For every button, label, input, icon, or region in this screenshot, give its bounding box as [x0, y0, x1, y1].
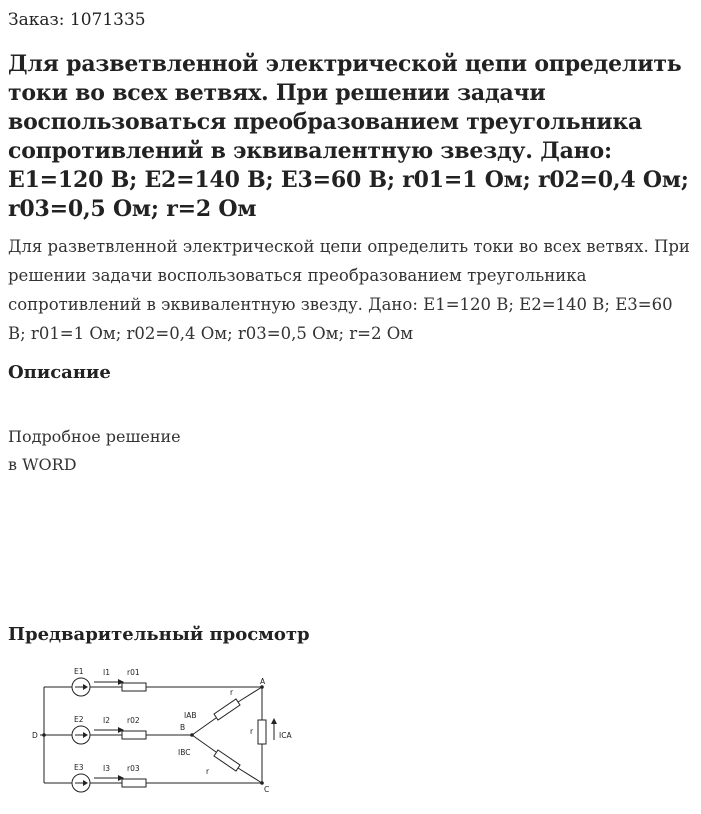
label-i2: I2 [103, 716, 110, 725]
label-r02: r02 [127, 716, 140, 725]
label-r03: r03 [127, 764, 140, 773]
preview-heading: Предварительный просмотр [8, 624, 310, 645]
label-r-ca: r [250, 727, 254, 736]
label-ica: ICA [279, 731, 292, 740]
label-r01: r01 [127, 668, 140, 677]
label-e1: E1 [74, 667, 84, 676]
page-title: Для разветвленной электрической цепи определить токи во всех ветвях. При решении задачи воспользоваться преобразованием треугольника сопротивлений в эквивалентную звезду. Дано: E1=120 В; E2=140 В; E3=60 В; r01=1 Ом; r02=0,4 Ом; r03=0,5 Ом; r=2 Ом [8, 51, 689, 222]
label-node-b: B [180, 723, 186, 732]
order-number: Заказ: 1071335 [8, 10, 146, 30]
label-r-bc: r [206, 767, 210, 776]
label-node-c: C [264, 785, 270, 794]
label-node-a: A [260, 677, 266, 686]
description-line-2: в WORD [8, 455, 77, 474]
label-e2: E2 [74, 715, 84, 724]
label-i1: I1 [103, 668, 110, 677]
label-ibc: IBC [178, 748, 191, 757]
label-node-d: D [32, 731, 38, 740]
label-r-ab: r [230, 688, 234, 697]
description-heading: Описание [8, 362, 111, 383]
label-iab: IAB [184, 711, 197, 720]
circuit-preview-image [20, 660, 310, 810]
task-description: Для разветвленной электрической цепи определить токи во всех ветвях. При решении задачи воспользоваться преобразованием треугольника сопротивлений в эквивалентную звезду. Дано: E1=120 В; E2=140 В; E3=60 В; r01=1 Ом; r02=0,4 Ом; r03=0,5 Ом; r=2 Ом [8, 237, 690, 343]
description-line-1: Подробное решение [8, 427, 181, 446]
label-i3: I3 [103, 764, 110, 773]
circuit-diagram [20, 660, 310, 810]
label-e3: E3 [74, 763, 84, 772]
